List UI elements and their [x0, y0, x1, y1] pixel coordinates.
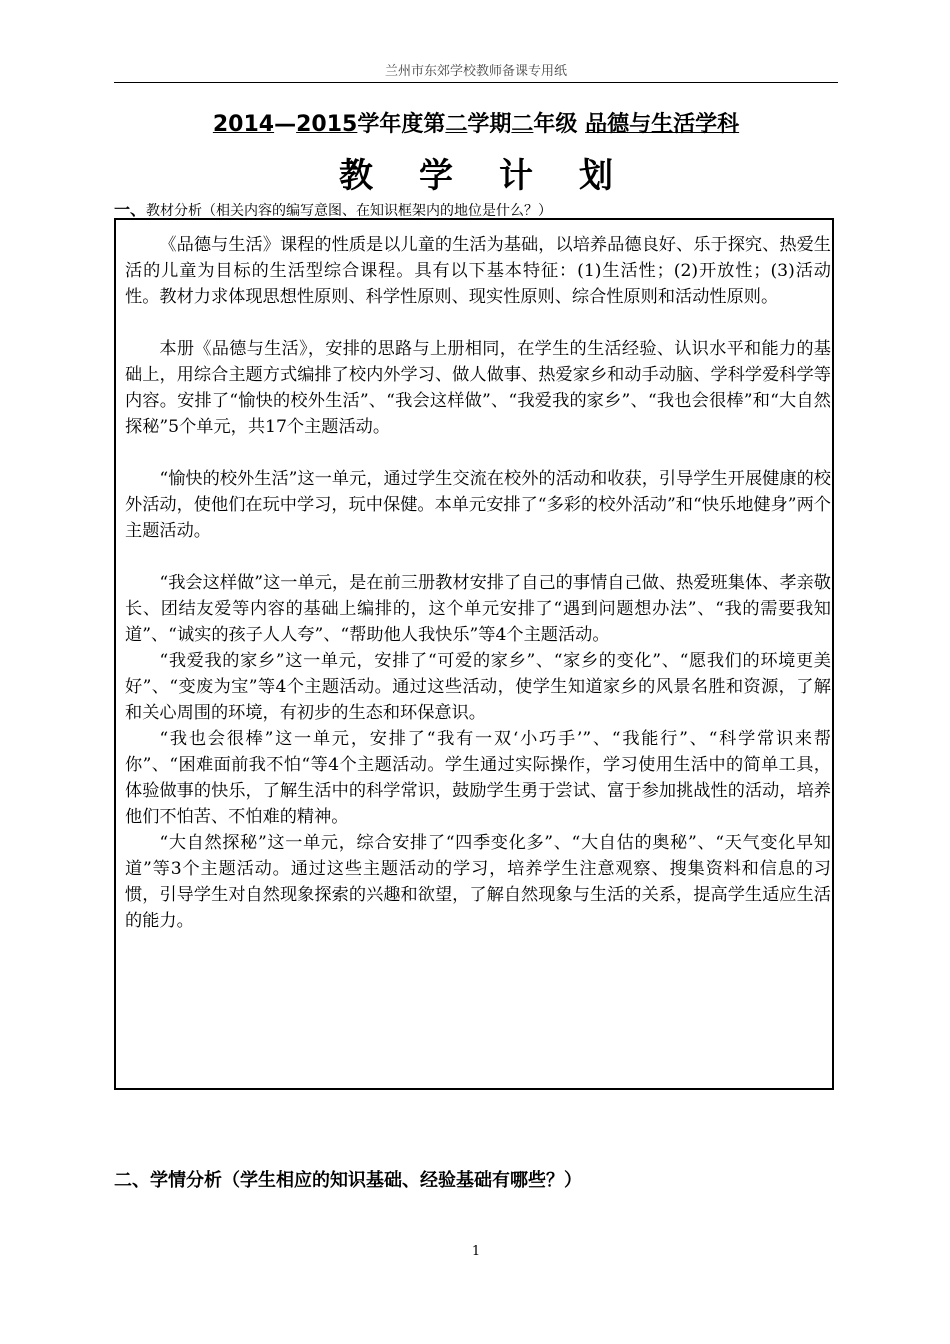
paragraph: “大自然探秘”这一单元，综合安排了“四季变化多”、“大自估的奥秘”、“天气变化早知道”等3个主题活动。通过这些主题活动的学习，培养学生注意观察、搜集资料和信息的习惯，引导学生对自然现象探索的兴趣和欲望，了解自然现象与生活的关系，提高学生适应生活的能力。: [125, 833, 831, 931]
title-text-1: 学年度第: [357, 112, 446, 137]
section-1-number: 一、: [114, 200, 147, 219]
section-2-heading: 二、学情分析（学生相应的知识基础、经验基础有哪些？）: [114, 1170, 582, 1191]
title-text-2: 学期: [467, 112, 512, 137]
title-subject: 品德与生活学科: [585, 112, 740, 137]
section-1-label: 教材分析（相关内容的编写意图、在知识框架内的地位是什么？）: [146, 203, 553, 219]
title-text-3: 年级: [533, 112, 578, 137]
analysis-content: [125, 232, 831, 934]
paragraph: “我会这样做”这一单元，是在前三册教材安排了自己的事情自己做、热爱班集体、孝亲敬长、团结友爱等内容的基础上编排的，这个单元安排了“遇到问题想办法”、“我的需要我知道”、“诚实的孩子人人夸”、“帮助他人我快乐”等4个主题活动。: [125, 573, 831, 645]
document-title: [114, 107, 838, 138]
paragraph: “我也会很棒”这一单元，安排了“我有一双‘小巧手’”、“我能行”、“科学常识来帮你”、“困难面前我不怕“等4个主题活动。学生通过实际操作，学习使用生活中的简单工具，体验做事的快乐，了解生活中的科学常识，鼓励学生勇于尝试、富于参加挑战性的活动，培养他们不怕苦、不怕难的精神。: [125, 729, 831, 827]
paragraph: “我爱我的家乡”这一单元，安排了“可爱的家乡”、“家乡的变化”、“愿我们的环境更美好”、“变废为宝”等4个主题活动。通过这些活动，使学生知道家乡的风景名胜和资源，了解和关心周围的环境，有初步的生态和环保意识。: [125, 651, 831, 723]
title-semester: 二: [445, 112, 468, 137]
section-1-heading: [114, 197, 838, 220]
plan-heading: 教学计划: [339, 156, 659, 196]
header-rule: [114, 82, 838, 83]
title-year-end: 2015: [296, 112, 358, 137]
title-dash: —: [274, 112, 297, 137]
paragraph: 本册《品德与生活》，安排的思路与上册相同，在学生的生活经验、认识水平和能力的基础上，用综合主题方式编排了校内外学习、做人做事、热爱家乡和动手动脑、学科学爱科学等内容。安排了“愉快的校外生活”、“我会这样做”、“我爱我的家乡”、“我也会很棒”和“大自然探秘”5个单元，共17个主题活动。: [125, 339, 831, 437]
paragraph: “愉快的校外生活”这一单元，通过学生交流在校外的活动和收获，引导学生开展健康的校外活动，使他们在玩中学习，玩中保健。本单元安排了“多彩的校外活动”和“快乐地健身”两个主题活动。: [125, 469, 831, 541]
title-year-start: 2014: [212, 112, 275, 137]
title-grade: 二: [511, 112, 534, 137]
page-header: 兰州市东郊学校教师备课专用纸: [384, 64, 567, 79]
page-number: 1: [471, 1244, 481, 1259]
paragraph: 《品德与生活》课程的性质是以儿童的生活为基础，以培养品德良好、乐于探究、热爱生活的儿童为目标的生活型综合课程。具有以下基本特征：(1)生活性；(2)开放性；(3)活动性。教材力求体现思想性原则、科学性原则、现实性原则、综合性原则和活动性原则。: [125, 235, 831, 307]
